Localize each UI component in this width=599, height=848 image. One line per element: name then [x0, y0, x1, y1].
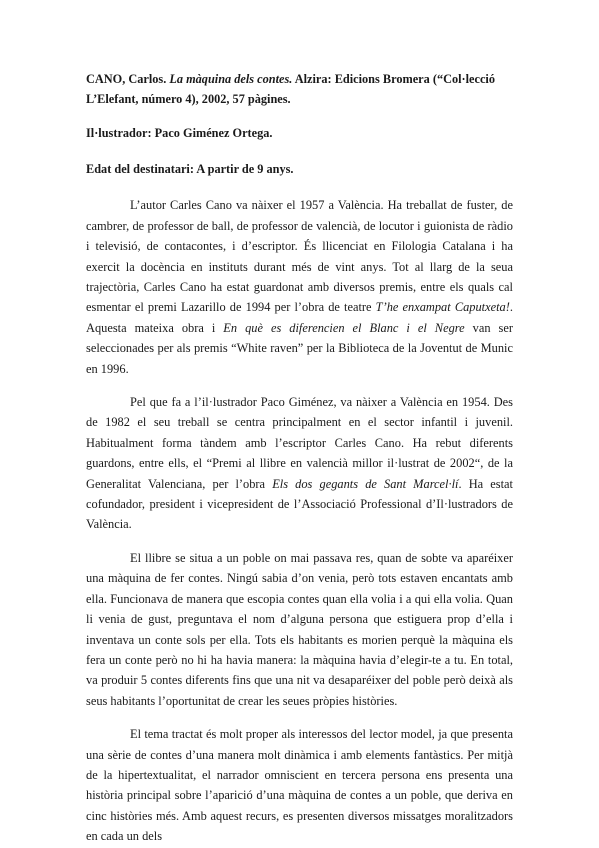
paragraph-illustrator-bio — [86, 392, 513, 535]
target-age-line: Edat del destinatari: A partir de 9 anys. — [86, 161, 294, 176]
paragraph-text: . Aquesta mateixa obra i — [86, 300, 513, 335]
book-title: En què es diferencien el Blanc i el Negre — [223, 320, 465, 335]
citation-title: La màquina dels contes. — [169, 72, 293, 86]
paragraph-text: Pel que fa a l’il·lustrador Paco Giménez, va nàixer a València en 1954. Des de 1982 el seu treball se centra principalment en el sector infantil i juvenil. Habitualment forma tàndem amb l’escriptor Carles Cano. Ha rebut diferents guardons, entre ells, el “Premi al llibre en valencià millor il·lustrat de 2002“, de la Generalitat Valenciana, per l’obra — [86, 395, 513, 491]
paragraph-author-bio — [86, 195, 513, 379]
citation-publisher: Alzira: Edicions Bromera (“Col·lecció L’Elefant, número 4), 2002, 57 pàgines. — [86, 72, 495, 106]
citation-author: CANO, Carlos. — [86, 72, 167, 86]
paragraph-analysis: El tema tractat és molt proper als interessos del lector model, ja que presenta una sèrie de contes d’una manera molt dinàmica i amb elements fantàstics. Per mitjà de la hipertextualitat, el narrador omniscient en tercera persona ens presenta una història principal sobre l’aparició d’una màquina de contes a un poble, que deriva en cinc històries més. Amb aquest recurs, es presenten diversos missatges moralitzadors en cada un dels — [86, 727, 513, 844]
book-title: T’he enxampat Caputxeta! — [375, 300, 510, 315]
paragraph-text: . Ha estat cofundador, president i vicepresident de l’Associació Professional d’Il·lustradors de València. — [86, 476, 513, 532]
book-title: Els dos gegants de Sant Marcel·lí — [272, 476, 459, 491]
illustrator-line: Il·lustrador: Paco Giménez Ortega. — [86, 126, 273, 141]
paragraph-text: van ser seleccionades per als premis “White raven” per la Biblioteca de la Joventut de Munic en 1996. — [86, 320, 513, 376]
paragraph-text: L’autor Carles Cano va nàixer el 1957 a València. Ha treballat de fuster, de cambrer, de professor de ball, de professor de valencià, de locutor i guionista de ràdio i televisió, de contacontes, i d’escriptor. És llicenciat en Filologia Catalana i ha exercit la docència en instituts durant més de vint anys. Tot al llarg de la seua trajectòria, Carles Cano ha estat guardonat amb diversos premis, entre els quals cal esmentar el premi Lazarillo de 1994 per l’obra de teatre — [86, 198, 513, 315]
paragraph-plot-summary: El llibre se situa a un poble on mai passava res, quan de sobte va aparéixer una màquina de fer contes. Ningú sabia d’on venia, però tots estaven encantats amb ella. Funcionava de manera que escopia contes quan ella volia i a qui ella volia. Quan li venia de gust, preguntava el nom d’alguna persona que estiguera prop d’ella i inventava un conte sols per ella. Tots els habitants es morien perquè la màquina els fera un conte però no hi ha havia manera: la màquina havia d’elegir-te a tu. En total, va produir 5 contes diferents fins que una nit va desaparéixer del poble però deixà als seus habitants l’oportunitat de crear les seues pròpies històries. — [86, 550, 513, 708]
citation — [86, 70, 513, 109]
